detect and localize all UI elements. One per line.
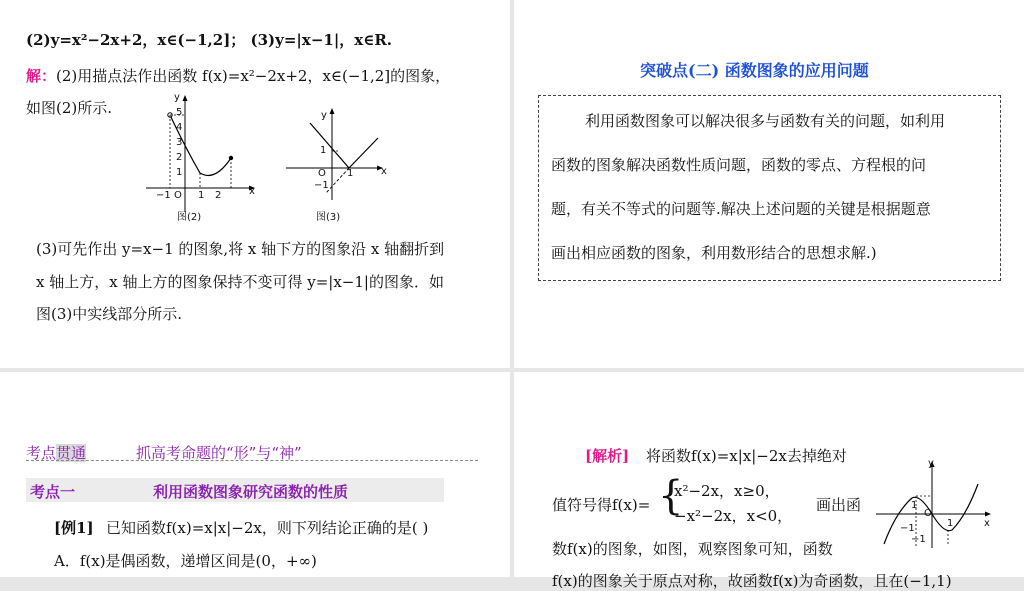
solution-line-1-text: (2)用描点法作出函数 f(x)=x²−2x+2，x∈(−1,2]的图象， bbox=[56, 67, 451, 85]
fig3-ytick-1: 1 bbox=[320, 145, 327, 156]
section-title: 利用函数图象研究函数的性质 bbox=[153, 483, 349, 501]
analysis-label: [解析] bbox=[585, 447, 630, 465]
graph-x-arrow bbox=[985, 512, 991, 517]
fig2-origin: O bbox=[174, 190, 182, 201]
graph-origin: O bbox=[924, 508, 932, 519]
fig2-ytick-4: 4 bbox=[176, 122, 183, 133]
graph-xtick-neg1: −1 bbox=[900, 523, 915, 534]
slide-top-left bbox=[0, 0, 510, 368]
fig3-left-branch bbox=[310, 123, 349, 168]
fig2-caption: 图(2) bbox=[177, 212, 202, 223]
fig2-ytick-1: 1 bbox=[176, 167, 183, 178]
fig3-y-arrow bbox=[330, 108, 335, 114]
graph-x-label: x bbox=[984, 518, 990, 529]
fig2-xtick-2: 2 bbox=[215, 190, 222, 201]
analysis-line-3: 数f(x)的图象，如图，观察图象可知，函数 bbox=[552, 540, 833, 558]
fig3-caption: 图(3) bbox=[316, 212, 341, 223]
box-line-3: 题，有关不等式的问题等.解决上述问题的关键是根据题意 bbox=[551, 200, 931, 218]
part3-line-1: (3)可先作出 y=x−1 的图象,将 x 轴下方的图象沿 x 轴翻折到 bbox=[36, 240, 445, 258]
part3-line-3: 图(3)中实线部分所示. bbox=[36, 305, 183, 323]
fig2-ytick-3: 3 bbox=[176, 137, 183, 148]
graph-right-curve bbox=[932, 484, 978, 531]
figure-2-graph bbox=[140, 92, 265, 227]
tag-left: 考点 bbox=[26, 444, 57, 462]
piecewise-case-1: x²−2x，x≥0， bbox=[674, 482, 780, 500]
analysis-line-2-suffix: 画出函 bbox=[816, 496, 862, 514]
method-summary-box bbox=[538, 95, 1001, 281]
part3-line-2: x 轴上方，x 轴上方的图象保持不变可得 y=|x−1|的图象．如 bbox=[36, 273, 444, 291]
section-heading: 突破点(二) 函数图象的应用问题 bbox=[640, 61, 869, 80]
fig2-y-label: y bbox=[174, 92, 180, 103]
solution-line-1 bbox=[26, 65, 450, 86]
fig2-y-arrow bbox=[183, 95, 188, 101]
section-label: 考点一 bbox=[30, 483, 76, 501]
fig3-x-label: x bbox=[381, 166, 387, 177]
box-line-4: 画出相应函数的图象，利用数形结合的思想求解.) bbox=[551, 244, 877, 262]
analysis-line-1: 将函数f(x)=x|x|−2x去掉绝对 bbox=[646, 447, 847, 465]
graph-ytick-neg1: −1 bbox=[911, 534, 926, 545]
fig3-ytick-neg1: −1 bbox=[314, 180, 329, 191]
analysis-line-4: f(x)的图象关于原点对称，故函数f(x)为奇函数，且在(−1,1) bbox=[552, 572, 952, 590]
piecewise-case-2: −x²−2x，x<0， bbox=[674, 507, 793, 525]
fig3-folded-dashed bbox=[326, 168, 349, 193]
fig2-ytick-5: 5 bbox=[176, 107, 183, 118]
option-a[interactable]: A．f(x)是偶函数，递增区间是(0，+∞) bbox=[54, 552, 317, 570]
example-label: [例1] bbox=[54, 519, 94, 537]
fig2-xtick-neg1: −1 bbox=[156, 190, 171, 201]
graph-xtick-1: 1 bbox=[947, 518, 954, 529]
fig3-right-branch bbox=[349, 138, 378, 168]
analysis-line-2-prefix: 值符号得f(x)= bbox=[552, 496, 651, 514]
piecewise-brace: { bbox=[658, 473, 684, 519]
graph-ytick-1: 1 bbox=[911, 500, 918, 511]
tag-title: 抓高考命题的“形”与“神” bbox=[136, 444, 302, 462]
fig2-xtick-1: 1 bbox=[198, 190, 205, 201]
slide-bottom-left bbox=[0, 372, 510, 577]
fig3-y-label: y bbox=[321, 110, 327, 121]
slide-bottom-right bbox=[514, 372, 1024, 590]
fig2-ytick-2: 2 bbox=[176, 152, 183, 163]
slide-top-right bbox=[514, 0, 1024, 368]
fig2-x-label: x bbox=[249, 186, 255, 197]
tag-highlight: 贯通 bbox=[56, 444, 87, 462]
figure-3-graph bbox=[280, 105, 390, 205]
tag-underline bbox=[26, 460, 478, 461]
solution-prefix: 解： bbox=[26, 67, 57, 85]
solution-line-2: 如图(2)所示. bbox=[26, 99, 113, 117]
graph-y-label: y bbox=[928, 458, 934, 469]
fig3-xtick-1: 1 bbox=[347, 168, 354, 179]
fig3-origin: O bbox=[318, 168, 326, 179]
example-text: 已知函数f(x)=x|x|−2x，则下列结论正确的是( ) bbox=[106, 519, 429, 537]
analysis-graph bbox=[874, 458, 994, 550]
box-line-2: 函数的图象解决函数性质问题，函数的零点、方程根的问 bbox=[551, 156, 927, 174]
problem-line: (2)y=x²−2x+2，x∈(−1,2]； (3)y=|x−1|，x∈R. bbox=[26, 31, 393, 49]
box-line-1: 利用函数图象可以解决很多与函数有关的问题，如利用 bbox=[585, 112, 946, 130]
